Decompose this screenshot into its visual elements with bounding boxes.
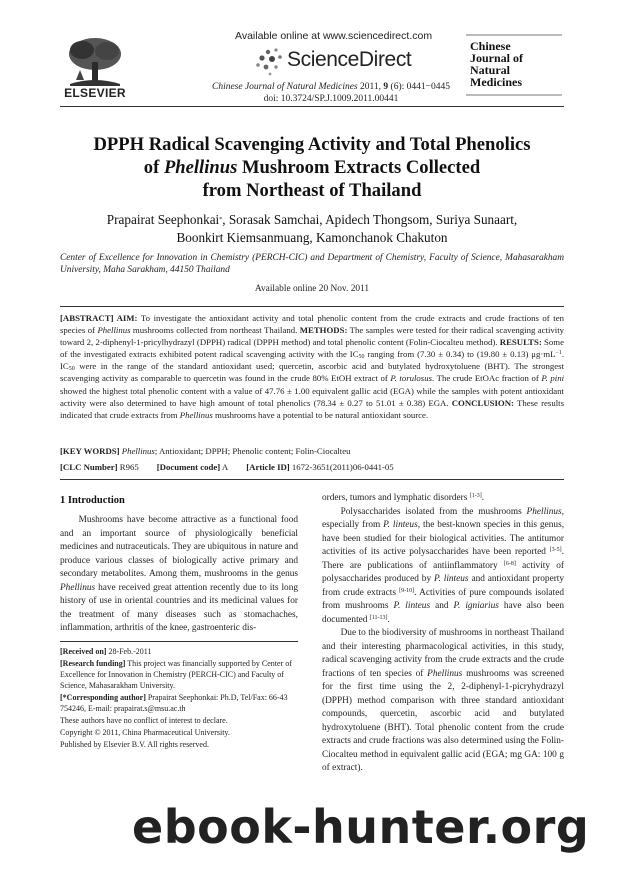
abstract-bottom-rule [60, 479, 564, 480]
article-title: DPPH Radical Scavenging Activity and Total Phenolics of Phellinus Mushroom Extracts Collected from Northeast of Thailand [93, 134, 531, 201]
citation-ref[interactable]: [9-10] [399, 587, 415, 594]
keywords: [KEY WORDS] Phellinus; Antioxidant; DPPH; Phenolic content; Folin-Ciocalteu [60, 446, 351, 456]
abstract: [ABSTRACT] AIM: To investigate the antioxidant activity and total phenolic content from the crude extracts and crude fractions of ten species of Phellinus mushrooms collected from northeast Thailand. METHODS: The samples were tested for their radical scavenging activity toward 2, 2-diphenyl-1-pricylhydrazyl (DPPH) radical (DPPH method) and total phenolic content (Folin-Ciocalteu method). RESULTS: Some of the investigated extracts exhibited potent radical scavenging activity with the $IC_{50}$ ranging from (7.30 ± 0.34) to (19.80 ± 0.13) $\mu g\cdot mL^{-1}$. $IC_{50}$ were in the range of the standard antioxidant used; quercetin, ascorbic acid and butylated hydroxytoluene (BHT). The strongest scavenging activity as comparable to quercetin was found in the crude 80% EtOH extract of P. torulosus. The crude EtOAc fraction of P. pini showed the highest total phenolic content with a value of 47.76 ± 1.00 equivalent gallic acid (EGA) while the samples with potent antioxidant activity were also determined to have high amount of total phenolics (78.34 ± 0.27 to 51.01 ± 0.38) EGA. CONCLUSION: These results indicated that crude extracts from Phellinus mushrooms have a potential to be natural antioxidant source. [60, 313, 565, 420]
available-online-date: Available online 20 Nov. 2011 [254, 284, 370, 294]
citation-ref[interactable]: [1-3] [469, 493, 482, 499]
watermark-text: ebook-hunter.org [132, 800, 590, 854]
abstract-top-rule [60, 306, 564, 307]
journal-box-title: Chinese Journal of Natural Medicines [470, 39, 524, 89]
journal-citation: Chinese Journal of Natural Medicines 2011, 9 (6): 0441−0445 [211, 82, 450, 92]
right-column-body [322, 492, 564, 776]
paragraph: Mushrooms have become attractive as a functional food and an important source of physiologically beneficial medicines and nutraceuticals. They are ubiquitous in nature and produce various classes of biologically active primary and secondary metabolites. Among them, mushrooms in the genus Phellinus have received great attention recently due to its long history of use in oriental countries and its medicinal values for the treatment of many diseases such as stomachaches, inflammation, arthritis of the knee, gastroenteric dis- [60, 515, 298, 633]
publisher-name: ELSEVIER [64, 86, 126, 100]
available-online-line[interactable]: Available online at www.sciencedirect.com [235, 30, 433, 42]
journal-name: Chinese Journal of Natural Medicines [211, 82, 358, 92]
section-heading: 1 Introduction [60, 495, 125, 506]
footnotes: [Received on] 28-Feb.-2011 [Research funding] This project was financially supported by Center of Excellence for Innovation in Chemistry (PERCH-CIC) and Faculty of Science, Mahasarakham University. [*Corresponding author] Prapairat Seephonkai: Ph.D, Tel/Fax: 66-43 754246, E-mail: prapairat.s@msu.ac.th These authors have no conflict of interest to declare. Copyright © 2011, China Pharmaceutical University. Published by Elsevier B.V. All rights reserved. [60, 647, 292, 749]
paragraph: Due to the biodiversity of mushrooms in northeast Thailand and their interesting pharmacological activities, in this study, radical scavenging activity from the crude extracts and the crude fractions of ten species of Phellinus mushrooms was screened for the first time using the 2, 2-diphenyl-1-picryhydrazyl (DPPH) method comparison with three standard antioxidant compounds, quercetin, ascorbic acid and butylated hydroxytoluene (BHT). Total phenolic content from the crude extracts and crude fractions was also determined using the Folin-Ciocalteu method in equivalent gallic acid (EGA; mg GA: 100 g of extract). [322, 628, 564, 773]
paragraph-continuation: orders, tumors and lymphatic disorders [1-3]. [322, 493, 485, 503]
citation-ref[interactable]: [11-13] [369, 614, 388, 621]
paragraph: Polysaccharides isolated from the mushrooms Phellinus, especially from P. linteus, the best-known species in this genus, have been studied for their biological activities. The antitumor activities of its active polysaccharides have been reported [3-5]. There are publications of antiinflammatory [6-8] activity of polysaccharides produced by P. linteus and antioxidant property from crude extracts [9-10]. Activities of pure compounds isolated from mushrooms P. linteus and P. igniarius have also been documented [11-13]. [322, 506, 565, 625]
footnote-rule [60, 641, 298, 642]
affiliation: Center of Excellence for Innovation in Chemistry (PERCH-CIC) and Department of Chemistry, Faculty of Science, Mahasarakham University, Maha Sarakham, 44150 Thailand [60, 253, 564, 275]
corresponding-contact[interactable]: Prapairat Seephonkai: Ph.D, Tel/Fax: 66-43 754246, E-mail: prapairat.s@msu.ac.th [60, 693, 288, 713]
citation-ref[interactable]: [3-5] [549, 547, 562, 553]
citation-ref[interactable]: [6-8] [503, 560, 516, 567]
doi-link[interactable]: doi: 10.3724/SP.J.1009.2011.00441 [263, 94, 399, 104]
author-list: Prapairat Seephonkai*, Sorasak Samchai, Apidech Thongsom, Suriya Sunaart, Boonkirt Kiemsanmuang, Kamonchanok Chakuton [106, 212, 518, 245]
left-column-body [60, 514, 298, 636]
header-divider [60, 106, 564, 107]
sciencedirect-wordmark: ScienceDirect [287, 48, 412, 71]
classification-line: [CLC Number] R965 [Document code] A [Article ID] 1672-3651(2011)06-0441-05 [60, 462, 394, 472]
